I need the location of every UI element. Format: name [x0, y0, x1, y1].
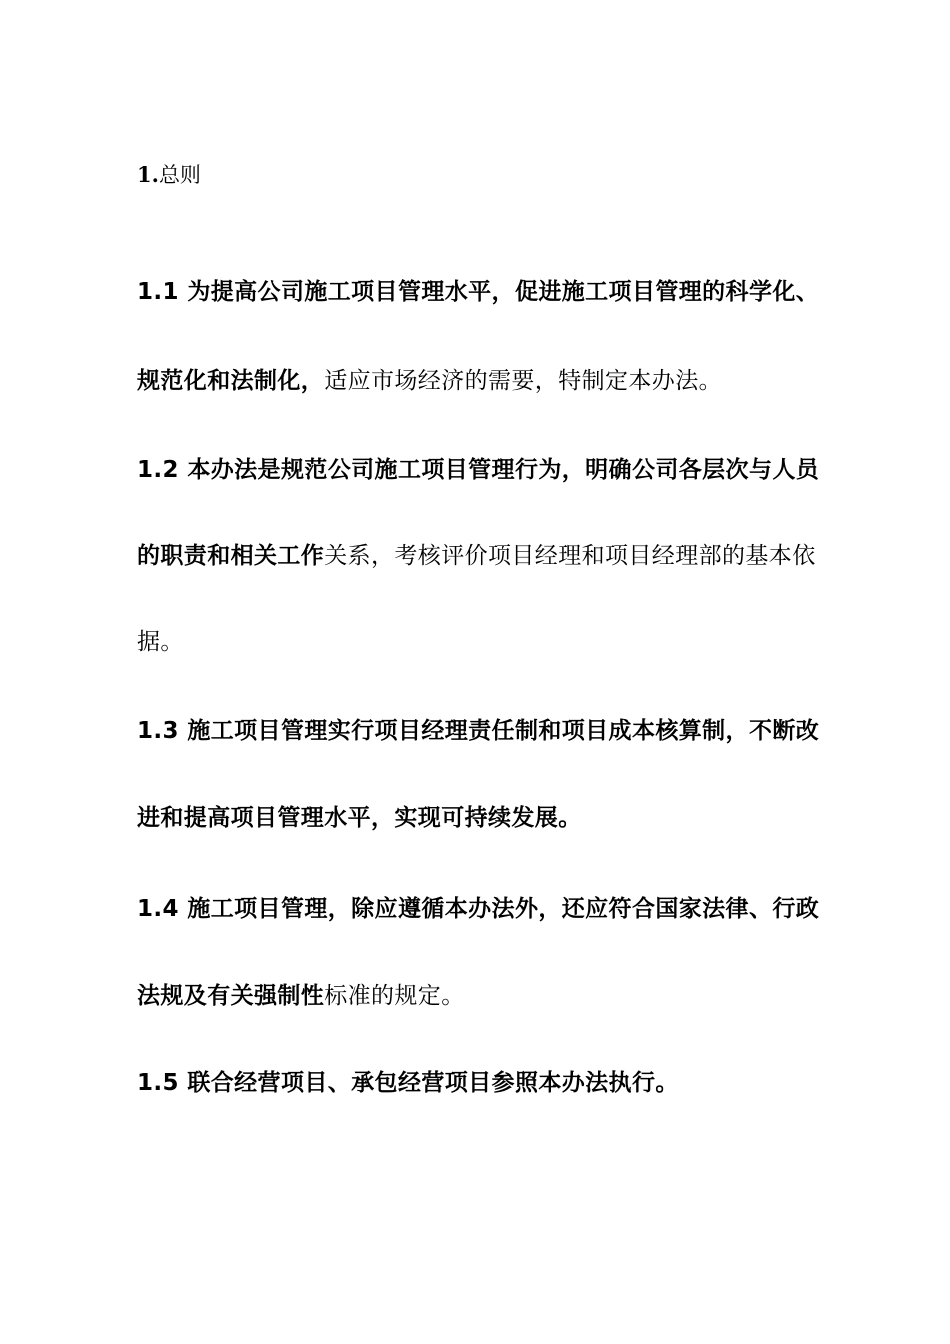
paragraph-1-5-line-1: 1.5 联合经营项目、承包经营项目参照本办法执行。 [137, 1070, 679, 1096]
paragraph-1-2-line-3: 据。 [137, 629, 184, 655]
section-heading [137, 160, 201, 190]
paragraph-1-2-line-2-bold: 的职责和相关工作 [137, 543, 325, 569]
paragraph-1-1-line-1: 1.1 为提高公司施工项目管理水平，促进施工项目管理的科学化、 [137, 279, 820, 305]
paragraph-1-4-line-2-bold: 法规及有关强制性 [137, 983, 325, 1009]
paragraph-1-4-line-1: 1.4 施工项目管理，除应遵循本办法外，还应符合国家法律、行政 [137, 896, 820, 922]
paragraph-1-4-line-2 [137, 981, 465, 1011]
paragraph-1-1-line-2-bold: 规范化和法制化， [137, 368, 325, 394]
paragraph-1-3-line-2: 进和提高项目管理水平，实现可持续发展。 [137, 805, 582, 831]
paragraph-1-2-line-2 [137, 541, 816, 571]
section-heading-number: 1. [137, 162, 159, 187]
paragraph-1-3-line-1: 1.3 施工项目管理实行项目经理责任制和项目成本核算制，不断改 [137, 718, 820, 744]
paragraph-1-2-line-2-normal: 关系，考核评价项目经理和项目经理部的基本依 [324, 543, 816, 569]
paragraph-1-2-line-1: 1.2 本办法是规范公司施工项目管理行为，明确公司各层次与人员 [137, 457, 820, 483]
paragraph-1-1-line-2 [137, 366, 722, 396]
paragraph-1-4-line-2-normal: 标准的规定。 [324, 983, 465, 1009]
section-heading-text: 总则 [158, 163, 201, 187]
paragraph-1-1-line-2-normal: 适应市场经济的需要，特制定本办法。 [324, 368, 723, 394]
